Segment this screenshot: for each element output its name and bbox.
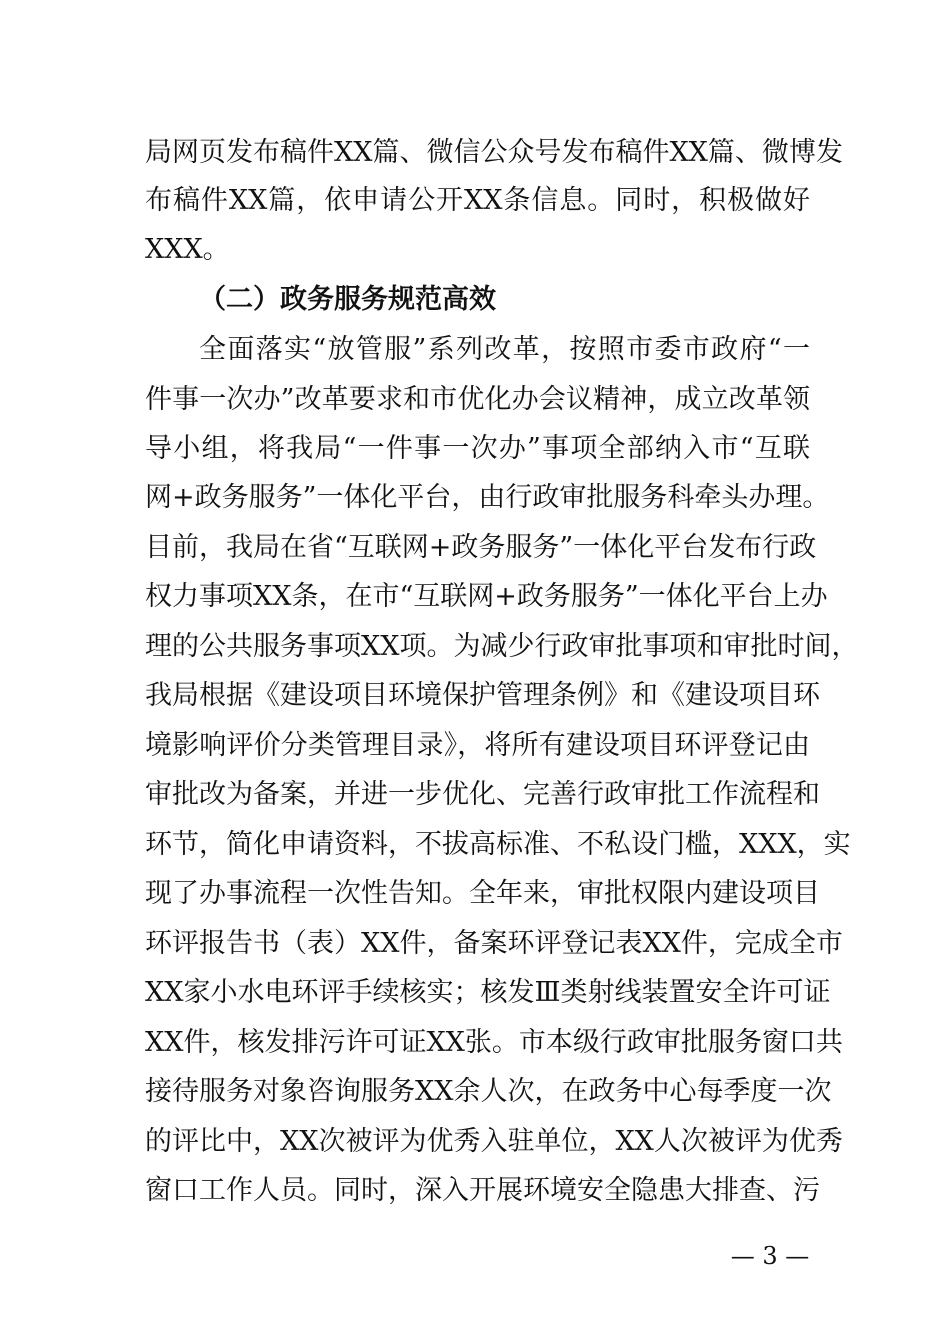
body-text-line: 我局根据《建设项目环境保护管理条例》和《建设项目环 xyxy=(145,680,820,711)
body-text-line: 全面落实“放管服”系列改革，按照市委市政府“一 xyxy=(199,334,810,365)
body-text-line: 导小组，将我局“一件事一次办”事项全部纳入市“互联 xyxy=(145,433,810,464)
body-text-line: 窗口工作人员。同时，深入开展环境安全隐患大排查、污 xyxy=(145,1175,820,1206)
body-text-line: XXX。 xyxy=(145,234,230,265)
body-text-line: 境影响评价分类管理目录》，将所有建设项目环评登记由 xyxy=(145,730,810,761)
body-text-line: 的评比中，XX次被评为优秀入驻单位，XX人次被评为优秀 xyxy=(145,1126,843,1157)
body-text-line: 理的公共服务事项XX项。为减少行政审批事项和审批时间， xyxy=(145,631,859,662)
body-text-line: 权力事项XX条，在市“互联网+政务服务”一体化平台上办 xyxy=(145,581,828,612)
body-text-line: 接待服务对象咨询服务XX余人次，在政务中心每季度一次 xyxy=(145,1076,832,1107)
body-text-line: XX家小水电环评手续核实；核发Ⅲ类射线装置安全许可证 xyxy=(145,977,831,1008)
body-text-line: 环评报告书（表）XX件，备案环评登记表XX件，完成全市 xyxy=(145,928,843,959)
body-text-line: XX件，核发排污许可证XX张。市本级行政审批服务窗口共 xyxy=(145,1027,843,1058)
body-text-line: 现了办事流程一次性告知。全年来，审批权限内建设项目 xyxy=(145,878,820,909)
section-heading: （二）政务服务规范高效 xyxy=(199,284,496,315)
page-number: — 3 — xyxy=(730,1242,810,1270)
body-text-line: 件事一次办”改革要求和市优化办会议精神，成立改革领 xyxy=(145,384,810,415)
body-text-line: 布稿件XX篇，依申请公开XX条信息。同时，积极做好 xyxy=(145,185,810,216)
body-text-line: 目前，我局在省“互联网+政务服务”一体化平台发布行政 xyxy=(145,532,817,563)
body-text-line: 环节，简化申请资料，不拔高标准、不私设门槛，XXX，实 xyxy=(145,829,851,860)
body-text-line: 审批改为备案，并进一步优化、完善行政审批工作流程和 xyxy=(145,779,820,810)
body-text-line: 局网页发布稿件XX篇、微信公众号发布稿件XX篇、微博发 xyxy=(145,137,843,168)
body-text-line: 网+政务服务”一体化平台，由行政审批服务科牵头办理。 xyxy=(145,482,830,513)
